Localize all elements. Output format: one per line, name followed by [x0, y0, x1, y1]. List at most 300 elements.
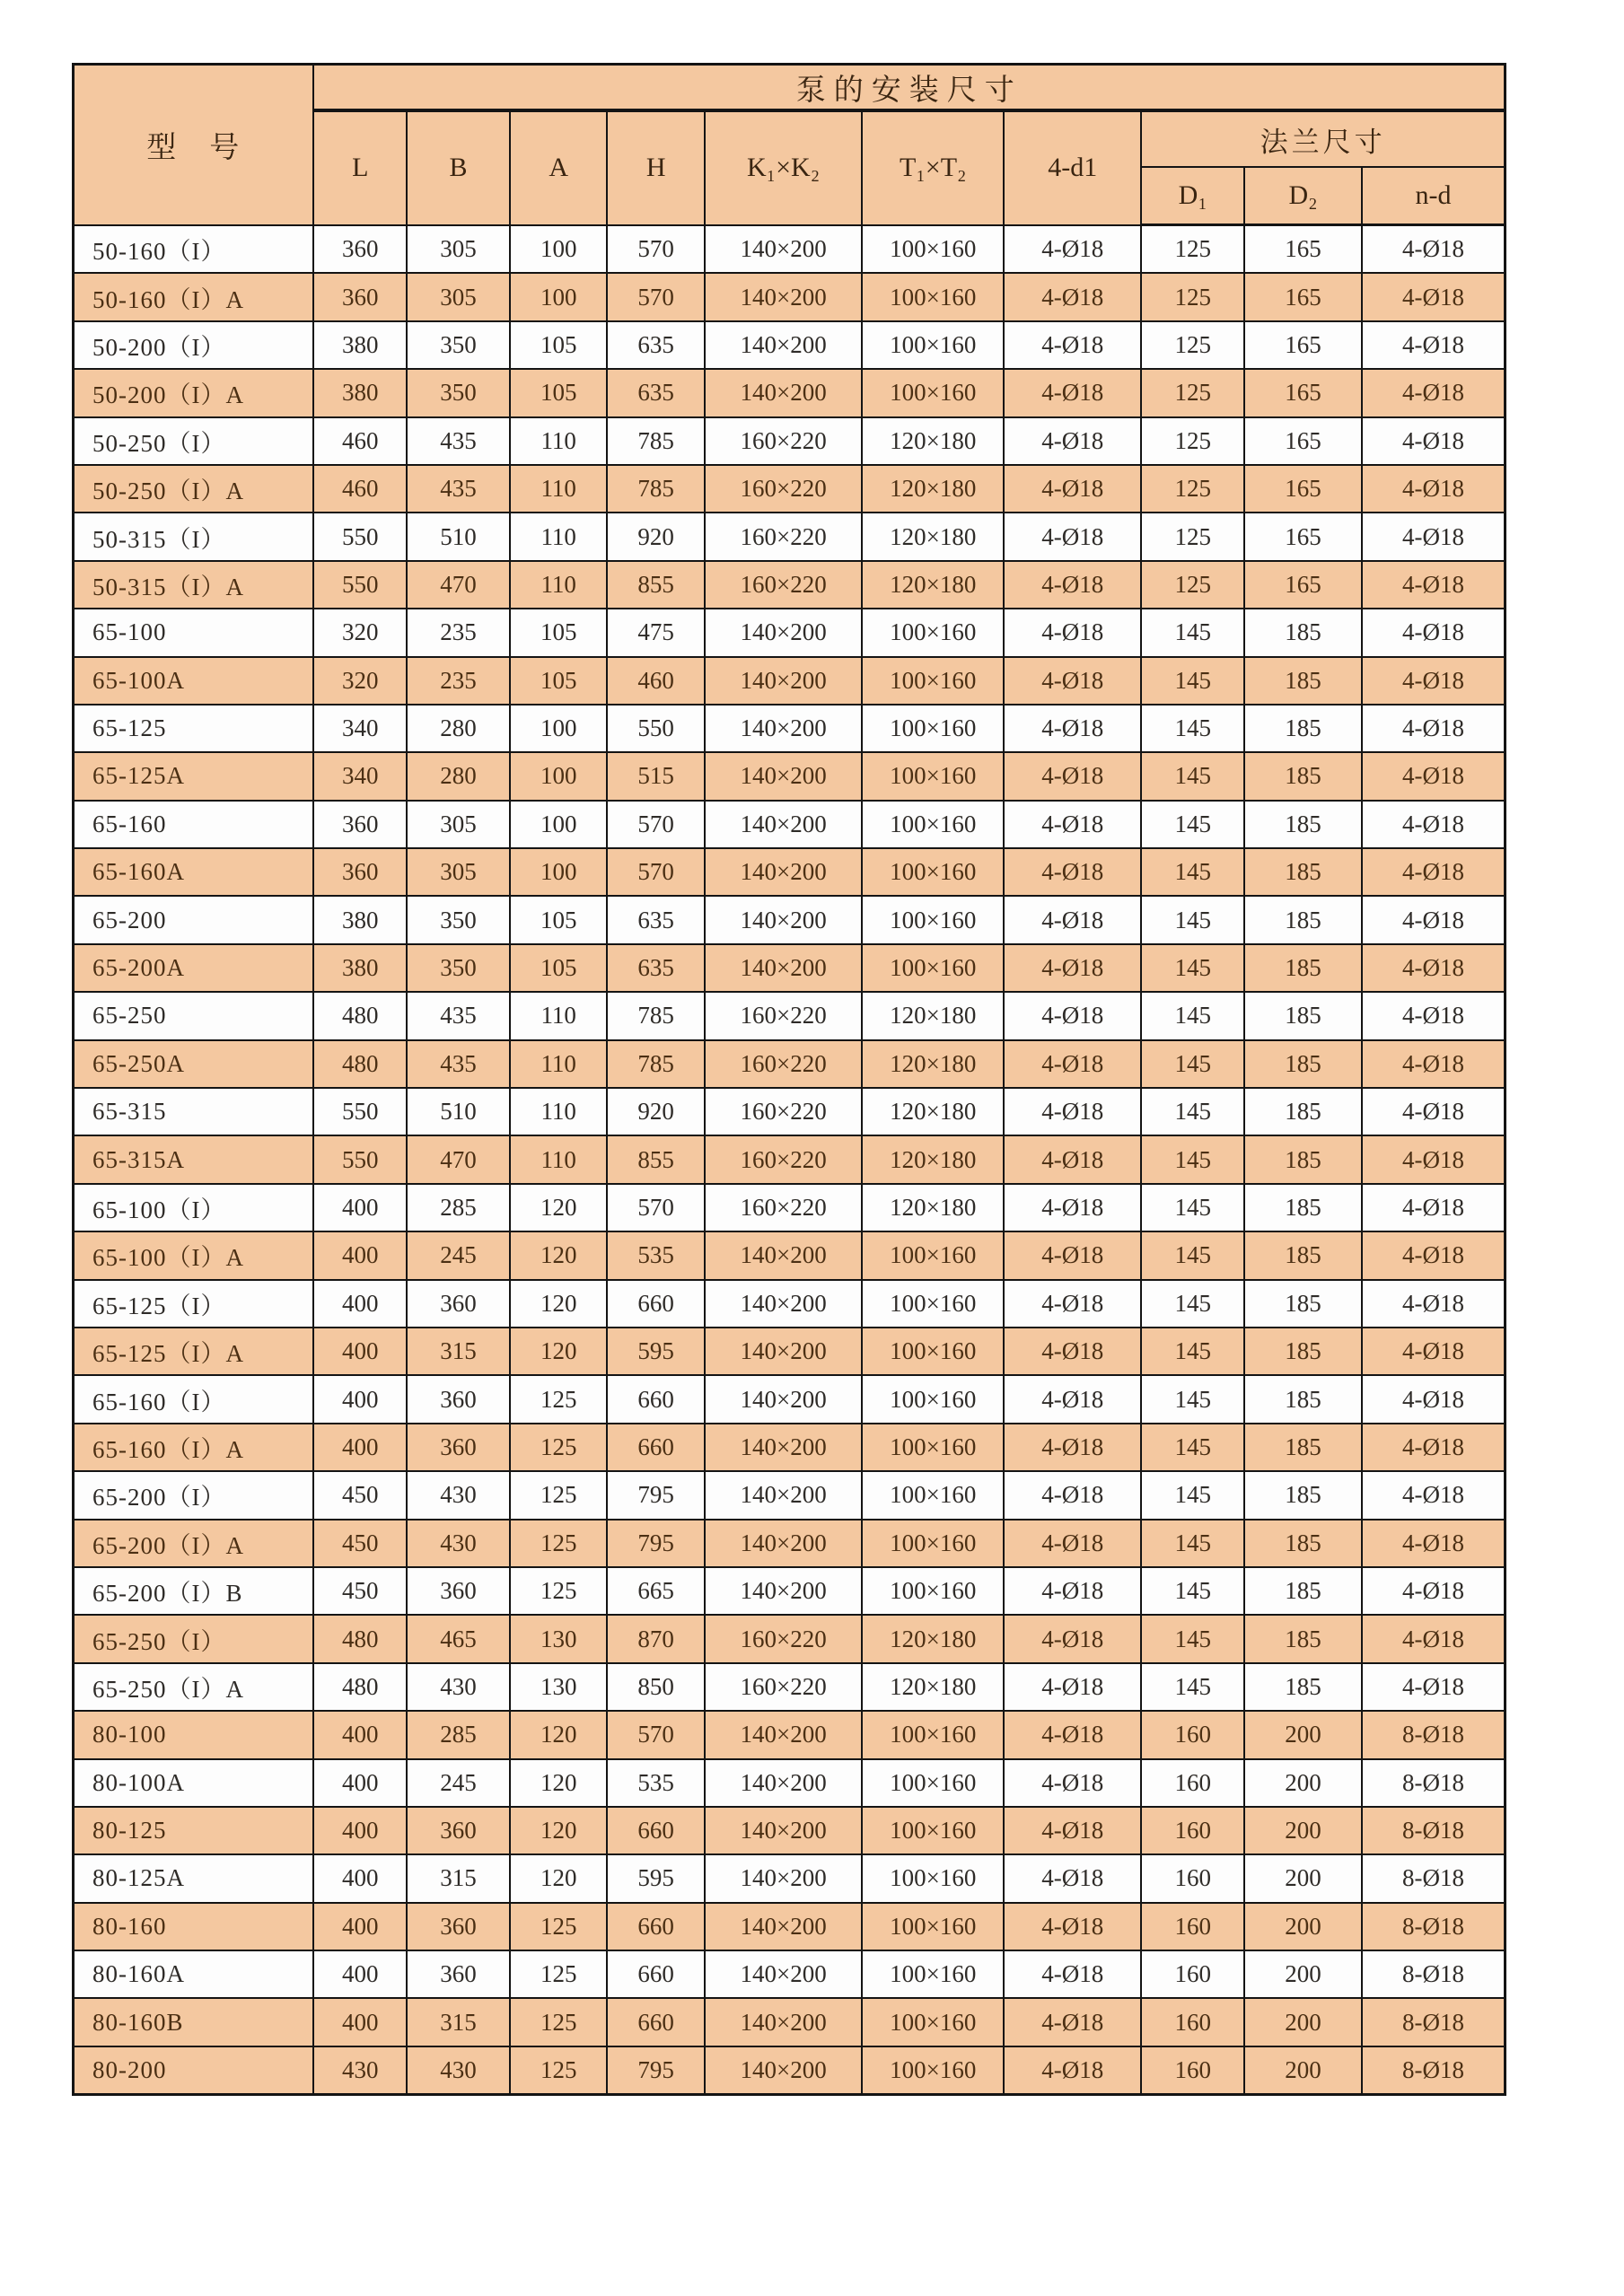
cell-4-d1: 4-Ø18 [1004, 992, 1141, 1039]
cell-D1: 145 [1141, 1280, 1244, 1328]
cell-model: 65-315A [74, 1135, 314, 1183]
cell-B: 315 [407, 1328, 510, 1375]
cell-B: 465 [407, 1615, 510, 1662]
cell-L: 400 [313, 1903, 407, 1950]
cell-4-d1: 4-Ø18 [1004, 848, 1141, 896]
cell-D1: 125 [1141, 513, 1244, 560]
cell-D2: 165 [1244, 417, 1362, 465]
cell-K1xK2: 160×220 [705, 1040, 862, 1088]
cell-D2: 165 [1244, 513, 1362, 560]
cell-T1xT2: 120×180 [862, 1040, 1004, 1088]
cell-model: 65-200（I）B [74, 1567, 314, 1615]
cell-H: 460 [607, 657, 704, 705]
table-row [74, 848, 1505, 896]
cell-D2: 200 [1244, 1854, 1362, 1902]
cell-B: 360 [407, 1903, 510, 1950]
cell-D2: 200 [1244, 1759, 1362, 1807]
cell-A: 125 [510, 1998, 607, 2046]
cell-model: 65-125（I）A [74, 1328, 314, 1375]
cell-B: 435 [407, 417, 510, 465]
cell-K1xK2: 160×220 [705, 1184, 862, 1231]
cell-B: 350 [407, 896, 510, 943]
cell-4-d1: 4-Ø18 [1004, 2046, 1141, 2095]
cell-H: 870 [607, 1615, 704, 1662]
cell-B: 350 [407, 369, 510, 416]
cell-model: 65-100A [74, 657, 314, 705]
cell-T1xT2: 100×160 [862, 944, 1004, 992]
cell-K1xK2: 140×200 [705, 705, 862, 752]
cell-K1xK2: 140×200 [705, 1711, 862, 1758]
cell-D1: 145 [1141, 1231, 1244, 1279]
cell-n-d: 4-Ø18 [1362, 1375, 1505, 1423]
cell-K1xK2: 140×200 [705, 896, 862, 943]
cell-n-d: 4-Ø18 [1362, 944, 1505, 992]
cell-B: 235 [407, 657, 510, 705]
cell-K1xK2: 140×200 [705, 657, 862, 705]
cell-4-d1: 4-Ø18 [1004, 801, 1141, 848]
cell-n-d: 4-Ø18 [1362, 1424, 1505, 1471]
cell-model: 65-315 [74, 1088, 314, 1135]
cell-T1xT2: 100×160 [862, 848, 1004, 896]
cell-L: 340 [313, 705, 407, 752]
cell-A: 125 [510, 1471, 607, 1519]
cell-model: 65-250A [74, 1040, 314, 1088]
cell-model: 65-160（I）A [74, 1424, 314, 1471]
header-col-D1: D₁ [1141, 167, 1244, 225]
cell-A: 125 [510, 2046, 607, 2095]
cell-K1xK2: 140×200 [705, 1950, 862, 1998]
cell-D1: 125 [1141, 225, 1244, 274]
cell-T1xT2: 120×180 [862, 417, 1004, 465]
table-row [74, 2046, 1505, 2095]
cell-4-d1: 4-Ø18 [1004, 417, 1141, 465]
table-row [74, 1711, 1505, 1758]
cell-B: 360 [407, 1375, 510, 1423]
cell-4-d1: 4-Ø18 [1004, 1615, 1141, 1662]
cell-D1: 160 [1141, 1807, 1244, 1854]
cell-4-d1: 4-Ø18 [1004, 1471, 1141, 1519]
cell-H: 660 [607, 1903, 704, 1950]
cell-n-d: 4-Ø18 [1362, 705, 1505, 752]
cell-L: 480 [313, 992, 407, 1039]
cell-n-d: 4-Ø18 [1362, 273, 1505, 320]
cell-T1xT2: 100×160 [862, 1854, 1004, 1902]
cell-A: 110 [510, 1088, 607, 1135]
cell-B: 280 [407, 705, 510, 752]
cell-H: 920 [607, 1088, 704, 1135]
cell-n-d: 4-Ø18 [1362, 1280, 1505, 1328]
cell-K1xK2: 140×200 [705, 1998, 862, 2046]
cell-B: 350 [407, 321, 510, 369]
cell-model: 50-315（I）A [74, 561, 314, 609]
cell-T1xT2: 100×160 [862, 369, 1004, 416]
cell-D2: 200 [1244, 1903, 1362, 1950]
header-col-n-d: n-d [1362, 167, 1505, 225]
cell-T1xT2: 100×160 [862, 273, 1004, 320]
table-row [74, 321, 1505, 369]
cell-n-d: 4-Ø18 [1362, 801, 1505, 848]
cell-K1xK2: 160×220 [705, 417, 862, 465]
cell-L: 320 [313, 609, 407, 656]
cell-A: 100 [510, 752, 607, 800]
cell-H: 635 [607, 896, 704, 943]
cell-B: 435 [407, 992, 510, 1039]
cell-B: 305 [407, 848, 510, 896]
cell-4-d1: 4-Ø18 [1004, 1280, 1141, 1328]
cell-D1: 125 [1141, 561, 1244, 609]
cell-4-d1: 4-Ø18 [1004, 273, 1141, 320]
header-col-L: L [313, 110, 407, 225]
cell-model: 50-250（I）A [74, 465, 314, 513]
cell-D1: 145 [1141, 1520, 1244, 1567]
cell-H: 855 [607, 561, 704, 609]
cell-D1: 160 [1141, 1854, 1244, 1902]
cell-B: 360 [407, 1807, 510, 1854]
cell-n-d: 4-Ø18 [1362, 321, 1505, 369]
table-row [74, 369, 1505, 416]
cell-B: 285 [407, 1184, 510, 1231]
cell-n-d: 4-Ø18 [1362, 1615, 1505, 1662]
cell-n-d: 4-Ø18 [1362, 1567, 1505, 1615]
cell-A: 110 [510, 1135, 607, 1183]
cell-4-d1: 4-Ø18 [1004, 1040, 1141, 1088]
cell-n-d: 8-Ø18 [1362, 2046, 1505, 2095]
cell-L: 400 [313, 1375, 407, 1423]
cell-H: 635 [607, 369, 704, 416]
cell-L: 400 [313, 1231, 407, 1279]
cell-D1: 145 [1141, 1375, 1244, 1423]
cell-K1xK2: 140×200 [705, 1375, 862, 1423]
cell-H: 795 [607, 1471, 704, 1519]
cell-model: 65-250 [74, 992, 314, 1039]
cell-4-d1: 4-Ø18 [1004, 1711, 1141, 1758]
cell-T1xT2: 120×180 [862, 513, 1004, 560]
cell-A: 100 [510, 801, 607, 848]
cell-D1: 145 [1141, 1471, 1244, 1519]
cell-D2: 185 [1244, 1184, 1362, 1231]
cell-H: 535 [607, 1759, 704, 1807]
cell-D1: 125 [1141, 321, 1244, 369]
table-row [74, 1807, 1505, 1854]
cell-B: 285 [407, 1711, 510, 1758]
cell-B: 510 [407, 513, 510, 560]
cell-4-d1: 4-Ø18 [1004, 944, 1141, 992]
cell-K1xK2: 160×220 [705, 1615, 862, 1662]
cell-D2: 185 [1244, 1135, 1362, 1183]
cell-T1xT2: 100×160 [862, 801, 1004, 848]
cell-4-d1: 4-Ø18 [1004, 1231, 1141, 1279]
cell-D1: 160 [1141, 1711, 1244, 1758]
cell-A: 120 [510, 1711, 607, 1758]
cell-B: 435 [407, 1040, 510, 1088]
cell-T1xT2: 100×160 [862, 1328, 1004, 1375]
cell-L: 360 [313, 273, 407, 320]
cell-D2: 185 [1244, 944, 1362, 992]
cell-K1xK2: 160×220 [705, 561, 862, 609]
cell-B: 245 [407, 1231, 510, 1279]
cell-B: 305 [407, 273, 510, 320]
cell-A: 110 [510, 417, 607, 465]
cell-A: 105 [510, 609, 607, 656]
cell-D2: 185 [1244, 992, 1362, 1039]
cell-K1xK2: 140×200 [705, 1854, 862, 1902]
cell-T1xT2: 120×180 [862, 465, 1004, 513]
cell-T1xT2: 120×180 [862, 1088, 1004, 1135]
cell-B: 360 [407, 1567, 510, 1615]
table-row [74, 513, 1505, 560]
cell-model: 50-250（I） [74, 417, 314, 465]
cell-T1xT2: 100×160 [862, 1567, 1004, 1615]
cell-D1: 145 [1141, 801, 1244, 848]
table-row [74, 1615, 1505, 1662]
cell-A: 120 [510, 1854, 607, 1902]
cell-H: 795 [607, 2046, 704, 2095]
cell-D2: 165 [1244, 225, 1362, 274]
cell-K1xK2: 160×220 [705, 1135, 862, 1183]
cell-model: 80-160A [74, 1950, 314, 1998]
cell-model: 65-200 [74, 896, 314, 943]
cell-H: 785 [607, 992, 704, 1039]
cell-D2: 200 [1244, 1711, 1362, 1758]
cell-A: 105 [510, 944, 607, 992]
cell-B: 470 [407, 1135, 510, 1183]
cell-D2: 185 [1244, 1328, 1362, 1375]
cell-model: 65-100 [74, 609, 314, 656]
cell-model: 80-125 [74, 1807, 314, 1854]
cell-model: 65-160（I） [74, 1375, 314, 1423]
cell-L: 360 [313, 801, 407, 848]
cell-L: 460 [313, 465, 407, 513]
cell-L: 360 [313, 225, 407, 274]
cell-B: 470 [407, 561, 510, 609]
cell-H: 785 [607, 1040, 704, 1088]
cell-n-d: 4-Ø18 [1362, 657, 1505, 705]
header-col-4-d1: 4-d1 [1004, 110, 1141, 225]
cell-K1xK2: 140×200 [705, 273, 862, 320]
cell-T1xT2: 100×160 [862, 1807, 1004, 1854]
cell-D2: 165 [1244, 561, 1362, 609]
cell-B: 280 [407, 752, 510, 800]
cell-H: 665 [607, 1567, 704, 1615]
cell-4-d1: 4-Ø18 [1004, 465, 1141, 513]
cell-4-d1: 4-Ø18 [1004, 705, 1141, 752]
cell-D2: 185 [1244, 1424, 1362, 1471]
cell-B: 435 [407, 465, 510, 513]
cell-T1xT2: 100×160 [862, 1998, 1004, 2046]
cell-D1: 145 [1141, 1328, 1244, 1375]
cell-D1: 160 [1141, 1950, 1244, 1998]
cell-4-d1: 4-Ø18 [1004, 657, 1141, 705]
cell-H: 515 [607, 752, 704, 800]
table-row [74, 1231, 1505, 1279]
table-body [74, 225, 1505, 2095]
cell-model: 65-250（I） [74, 1615, 314, 1662]
cell-H: 595 [607, 1328, 704, 1375]
cell-D2: 185 [1244, 801, 1362, 848]
cell-D2: 200 [1244, 1950, 1362, 1998]
table-row [74, 273, 1505, 320]
cell-K1xK2: 140×200 [705, 1567, 862, 1615]
cell-L: 480 [313, 1040, 407, 1088]
cell-n-d: 8-Ø18 [1362, 1903, 1505, 1950]
cell-n-d: 4-Ø18 [1362, 1328, 1505, 1375]
cell-K1xK2: 140×200 [705, 1903, 862, 1950]
table-row [74, 561, 1505, 609]
cell-T1xT2: 120×180 [862, 992, 1004, 1039]
cell-H: 535 [607, 1231, 704, 1279]
cell-B: 360 [407, 1424, 510, 1471]
cell-model: 50-160（I） [74, 225, 314, 274]
table-header [74, 65, 1505, 225]
cell-H: 795 [607, 1520, 704, 1567]
table-row [74, 1280, 1505, 1328]
cell-T1xT2: 100×160 [862, 1424, 1004, 1471]
cell-B: 430 [407, 1520, 510, 1567]
cell-model: 65-125A [74, 752, 314, 800]
cell-D2: 165 [1244, 465, 1362, 513]
cell-T1xT2: 100×160 [862, 1903, 1004, 1950]
cell-model: 80-100 [74, 1711, 314, 1758]
cell-K1xK2: 140×200 [705, 1759, 862, 1807]
cell-L: 380 [313, 369, 407, 416]
cell-n-d: 4-Ø18 [1362, 992, 1505, 1039]
cell-L: 400 [313, 1998, 407, 2046]
cell-H: 660 [607, 1950, 704, 1998]
cell-A: 120 [510, 1328, 607, 1375]
cell-T1xT2: 100×160 [862, 321, 1004, 369]
cell-D2: 185 [1244, 1663, 1362, 1711]
cell-D2: 185 [1244, 752, 1362, 800]
table-row [74, 657, 1505, 705]
cell-K1xK2: 140×200 [705, 1328, 862, 1375]
table-row [74, 465, 1505, 513]
cell-L: 550 [313, 561, 407, 609]
cell-D1: 145 [1141, 705, 1244, 752]
cell-T1xT2: 120×180 [862, 1615, 1004, 1662]
cell-H: 855 [607, 1135, 704, 1183]
cell-D2: 185 [1244, 896, 1362, 943]
cell-4-d1: 4-Ø18 [1004, 1375, 1141, 1423]
cell-L: 400 [313, 1328, 407, 1375]
cell-4-d1: 4-Ø18 [1004, 1759, 1141, 1807]
cell-D2: 200 [1244, 1998, 1362, 2046]
table-row [74, 1520, 1505, 1567]
cell-L: 400 [313, 1424, 407, 1471]
cell-D2: 185 [1244, 1231, 1362, 1279]
cell-L: 460 [313, 417, 407, 465]
cell-A: 125 [510, 1424, 607, 1471]
cell-L: 550 [313, 513, 407, 560]
cell-A: 125 [510, 1375, 607, 1423]
cell-4-d1: 4-Ø18 [1004, 1135, 1141, 1183]
cell-n-d: 4-Ø18 [1362, 1231, 1505, 1279]
cell-A: 120 [510, 1807, 607, 1854]
cell-B: 510 [407, 1088, 510, 1135]
cell-D2: 200 [1244, 1807, 1362, 1854]
table-row [74, 992, 1505, 1039]
cell-A: 105 [510, 321, 607, 369]
cell-D1: 160 [1141, 2046, 1244, 2095]
cell-D1: 145 [1141, 657, 1244, 705]
cell-L: 480 [313, 1615, 407, 1662]
cell-K1xK2: 160×220 [705, 992, 862, 1039]
cell-model: 65-200（I） [74, 1471, 314, 1519]
cell-4-d1: 4-Ø18 [1004, 1903, 1141, 1950]
cell-n-d: 4-Ø18 [1362, 752, 1505, 800]
cell-n-d: 8-Ø18 [1362, 1807, 1505, 1854]
cell-H: 920 [607, 513, 704, 560]
cell-model: 80-160 [74, 1903, 314, 1950]
cell-D1: 145 [1141, 1424, 1244, 1471]
table-row [74, 225, 1505, 274]
cell-4-d1: 4-Ø18 [1004, 1567, 1141, 1615]
cell-D2: 185 [1244, 848, 1362, 896]
cell-4-d1: 4-Ø18 [1004, 1328, 1141, 1375]
table-row [74, 1040, 1505, 1088]
cell-A: 125 [510, 1520, 607, 1567]
cell-A: 120 [510, 1759, 607, 1807]
cell-D1: 145 [1141, 1040, 1244, 1088]
cell-4-d1: 4-Ø18 [1004, 561, 1141, 609]
cell-T1xT2: 100×160 [862, 1711, 1004, 1758]
cell-4-d1: 4-Ø18 [1004, 1998, 1141, 2046]
cell-A: 110 [510, 992, 607, 1039]
cell-K1xK2: 140×200 [705, 1280, 862, 1328]
cell-L: 550 [313, 1088, 407, 1135]
cell-K1xK2: 140×200 [705, 321, 862, 369]
table-row [74, 705, 1505, 752]
cell-n-d: 4-Ø18 [1362, 225, 1505, 274]
cell-D2: 165 [1244, 273, 1362, 320]
cell-n-d: 4-Ø18 [1362, 417, 1505, 465]
cell-T1xT2: 100×160 [862, 609, 1004, 656]
cell-4-d1: 4-Ø18 [1004, 1088, 1141, 1135]
cell-A: 130 [510, 1663, 607, 1711]
cell-K1xK2: 140×200 [705, 609, 862, 656]
cell-model: 80-100A [74, 1759, 314, 1807]
cell-H: 660 [607, 1424, 704, 1471]
cell-H: 570 [607, 801, 704, 848]
cell-B: 245 [407, 1759, 510, 1807]
cell-4-d1: 4-Ø18 [1004, 225, 1141, 274]
cell-A: 105 [510, 369, 607, 416]
cell-A: 110 [510, 561, 607, 609]
table-row [74, 1950, 1505, 1998]
table-row [74, 1854, 1505, 1902]
cell-D1: 145 [1141, 1135, 1244, 1183]
cell-model: 80-200 [74, 2046, 314, 2095]
cell-n-d: 4-Ø18 [1362, 561, 1505, 609]
cell-model: 65-200A [74, 944, 314, 992]
cell-L: 450 [313, 1567, 407, 1615]
cell-D2: 185 [1244, 609, 1362, 656]
cell-model: 80-125A [74, 1854, 314, 1902]
cell-D2: 185 [1244, 1375, 1362, 1423]
cell-A: 110 [510, 1040, 607, 1088]
cell-L: 400 [313, 1759, 407, 1807]
cell-D1: 145 [1141, 1567, 1244, 1615]
cell-D1: 160 [1141, 1759, 1244, 1807]
cell-T1xT2: 120×180 [862, 561, 1004, 609]
cell-D1: 160 [1141, 1903, 1244, 1950]
cell-K1xK2: 140×200 [705, 752, 862, 800]
cell-L: 400 [313, 1950, 407, 1998]
cell-A: 100 [510, 705, 607, 752]
cell-model: 65-250（I）A [74, 1663, 314, 1711]
table-row [74, 417, 1505, 465]
cell-4-d1: 4-Ø18 [1004, 752, 1141, 800]
cell-n-d: 4-Ø18 [1362, 1088, 1505, 1135]
